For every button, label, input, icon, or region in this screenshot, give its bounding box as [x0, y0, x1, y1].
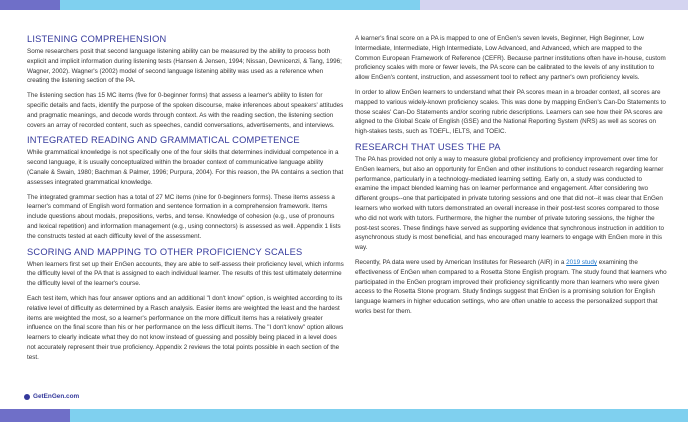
research-p2-text-before: Recently, PA data were used by American Institutes for Research (AIR) in a [355, 258, 567, 266]
top-bar-blue-segment [60, 0, 420, 10]
listening-paragraph-1: Some researchers posit that second language listening ability can be measured by the ability to process both explicit and implicit information during listening tests (Hansen & Jensen, 1994; Nissan, Devnicenzi, & Tang, 1996; Wagner, 2002). Wagner's (2002) model of second language listening ability was used as a reference when creating the listening section of the PA. [27, 48, 342, 85]
listening-heading: LISTENING COMPREHENSION [27, 34, 167, 44]
research-heading: RESEARCH THAT USES THE PA [355, 141, 501, 152]
integrated-heading: INTEGRATED READING AND GRAMMATICAL COMPETENCE [27, 135, 300, 146]
bottom-bar-blue-segment [70, 409, 688, 422]
integrated-paragraph-1: While grammatical knowledge is not specifically one of the four skills that determines individual competence in a second language, it is usually conceptualized within the broader context of communicative language ability (Canale & Swain, 1980; Bachman & Palmer, 1996; Purpura, 2004). For this reason, the PA contains a section that assesses integrated grammatical knowledge. [27, 149, 344, 186]
top-bar-lavender-segment [420, 0, 688, 10]
right-column [355, 34, 667, 322]
top-color-bar [0, 0, 688, 10]
footer-url[interactable]: GetEnGen.com [33, 393, 80, 400]
scoring-paragraph-1: When learners first set up their EnGen accounts, they are able to self-assess their proficiency level, which informs the difficulty level of the PA that is assigned to each individual learner. The results of this test ultimately determine the difficulty level of the learner's course. [27, 260, 344, 288]
bullet-dot-icon [24, 394, 30, 400]
mapping-paragraph-1: A learner's final score on a PA is mapped to one of EnGen's seven levels, Beginner, High Beginner, Low Intermediate, Intermediate, High Intermediate, Low Advanced, and Advanced, which are mapped to the Common European Framework of Reference (CEFR). Because partner institutions often have in-house, custom proficiency scales with more or fewer levels, the PA score can be calibrated to the levels of any institution to allow EnGen's content, instruction, and assessment tool to reflect any partner's own proficiency levels. [355, 35, 666, 82]
top-bar-purple-segment [0, 0, 60, 10]
left-column [27, 34, 345, 368]
listening-paragraph-2: The listening section has 15 MC items (five for 0-beginner forms) that assess a learner's ability to listen for specific details and facts, identify the purpose of the spoken discourse, make inferences about speakers' attitudes and pragmatic meanings, and decode words through context. As with the reading section, the listening section covers an array of recorded content, such as speeches, candid conversations, advertisements, and interviews. [27, 92, 344, 129]
footer [24, 393, 79, 400]
mapping-paragraph-2: In order to allow EnGen learners to understand what their PA scores mean in a broader context, all scores are mapped to various widely-known proficiency scales. This was done by mapping EnGen's Can-Do Statements to those scales' Can-Do Statements and/or scoring rubric descriptions. Learners can see how their PA scores are aligned to the Global Scale of English (GSE) and the National Reporting System (NRS) as well as scores on high-stakes tests, such as TOEFL, IELTS, and TOEIC. [355, 88, 666, 136]
study-2019-link[interactable]: 2019 study [566, 258, 597, 266]
research-paragraph-2 [355, 258, 667, 317]
research-p2-text-after: examining the effectiveness of EnGen when compared to a Rosetta Stone English program. The study found that learners who participated in the EnGen program improved their proficiency significantly more than learners who were given access to the Rosetta Stone program. Study findings suggest that EnGen is a promising solution for English language learners in higher education settings, who are often unable to access the personalized support that works best for them. [355, 258, 667, 315]
bottom-color-bar [0, 409, 688, 422]
scoring-heading: SCORING AND MAPPING TO OTHER PROFICIENCY SCALES [27, 246, 303, 257]
integrated-paragraph-2: The integrated grammar section has a total of 27 MC items (nine for 0-beginners forms). These items assess a learner's command of English word formation and sentence formation in a comprehension framework. Items include questions about modals, prepositions, verbs, and tense. Knowledge of cohesion (e.g., use of pronouns and lexical repetition) and information management (e.g., using connectors) is assessed as well. Appendix 1 lists the constructs tested at each difficulty level of the assessment. [27, 193, 341, 240]
research-paragraph-1: The PA has provided not only a way to measure global proficiency and proficiency improvement over time for EnGen learners, but also an opportunity for EnGen and other institutions to conduct research regarding learner performance, particularly in a technology-mediated learning setting. Early on, a study was conducted to examine the impact blended learning has on learner performance and engagement. After considering two different groups--one that participated in private tutoring sessions and one that did not--it was clear that EnGen learners who worked with tutors demonstrated an overall increase in their post-test scores compared to those who did not work with tutors. Furthermore, the higher the number of private tutoring sessions, the higher the post-test scores. These findings have served as supporting evidence that synchronous instruction in addition to asynchronous study is most beneficial, and has encouraged many learners to engage with EnGen more in this way. [355, 155, 664, 252]
scoring-paragraph-2: Each test item, which has four answer options and an additional "I don't know" option, is weighted according to its relative level of difficulty as determined by a Rasch analysis. Easier items are weighted the least and the hardest items are weighted the most, so a learner's performance on the more difficult items has a relatively greater influence on the final score than his or her performance on the less difficult items. The "I don't know" option allows learners to clearly indicate what they do not know instead of guessing and possibly being placed in a level does not accurately represent their true proficiency. Appendix 2 reviews the total points possible in each section of the test. [27, 294, 344, 361]
bottom-bar-purple-segment [0, 409, 70, 422]
